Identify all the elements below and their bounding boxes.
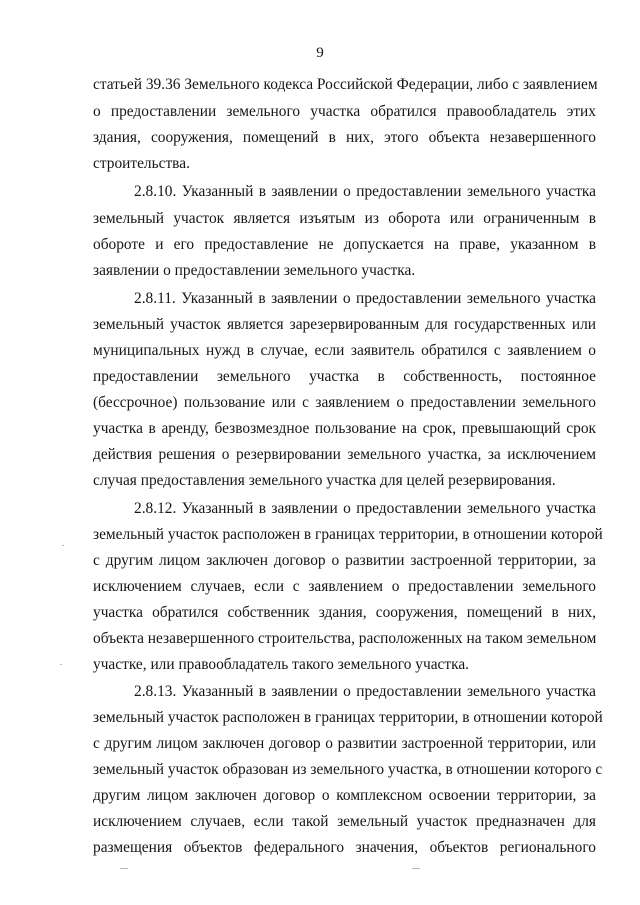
text-line: земельный участок расположен в границах территории, в отношении которой [93, 709, 603, 726]
page-number: 9 [316, 45, 324, 61]
text-line: предоставлении земельного участка в собственность, постоянное [93, 368, 596, 385]
scan-speck [412, 868, 420, 869]
text-line: статьей 39.36 Земельного кодекса Российской Федерации, либо с заявлением [93, 76, 598, 93]
text-line: другим лицом заключен договор о комплексном освоении территории, за [93, 787, 596, 804]
text-line: о предоставлении земельного участка обратился правообладатель этих [93, 103, 596, 120]
text-line: размещения объектов федерального значения, объектов регионального [93, 839, 596, 856]
text-line: участке, или правообладатель такого земельного участка. [93, 656, 470, 673]
text-line: заявлении о предоставлении земельного участка. [93, 262, 416, 279]
text-line: исключением случаев, если с заявлением о предоставлении земельного [93, 578, 596, 595]
text-line: исключением случаев, если такой земельный участок предназначен для [93, 813, 596, 830]
text-line: случая предоставления земельного участка для целей резервирования. [93, 472, 556, 489]
text-line: земельный участок образован из земельного участка, в отношении которого с [93, 761, 603, 778]
text-line: строительства. [93, 155, 190, 172]
text-line: участка в аренду, безвозмездное пользование на срок, превышающий срок [93, 420, 596, 437]
scan-speck [62, 545, 64, 546]
text-line: с другим лицом заключен договор о развитии застроенной территории, за [93, 552, 596, 569]
text-line: земельный участок является изъятым из оборота или ограниченным в [93, 210, 596, 227]
text-line: действия решения о резервировании земельного участка, за исключением [93, 446, 596, 463]
text-line: здания, сооружения, помещений в них, этого объекта незавершенного [93, 129, 596, 146]
text-line: муниципальных нужд в случае, если заявитель обратился с заявлением о [93, 342, 596, 359]
text-line: земельный участок является зарезервированным для государственных или [93, 316, 596, 333]
text-line: участка обратился собственник здания, сооружения, помещений в них, [93, 604, 596, 621]
text-line: 2.8.11. Указанный в заявлении о предоставлении земельного участка [134, 290, 596, 307]
scan-speck [60, 664, 62, 665]
text-line: 2.8.12. Указанный в заявлении о предоставлении земельного участка [134, 500, 596, 517]
scan-speck [120, 868, 128, 869]
text-line: 2.8.10. Указанный в заявлении о предоставлении земельного участка [134, 183, 596, 200]
text-line: земельный участок расположен в границах территории, в отношении которой [93, 526, 603, 543]
text-line: объекта незавершенного строительства, расположенных на таком земельном [93, 630, 597, 647]
text-line: (бессрочное) пользование или с заявлением о предоставлении земельного [93, 394, 596, 411]
text-line: с другим лицом заключен договор о развитии застроенной территории, или [93, 735, 596, 752]
text-line: 2.8.13. Указанный в заявлении о предоставлении земельного участка [134, 683, 596, 700]
text-line: обороте и его предоставление не допускается на праве, указанном в [93, 236, 596, 253]
